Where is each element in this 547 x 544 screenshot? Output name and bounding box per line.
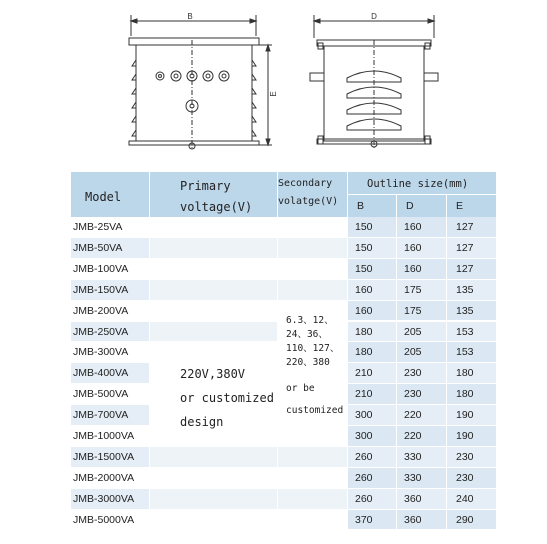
b-cell: 180 [355,346,373,359]
table-header [71,172,496,217]
d-cell: 360 [404,513,422,526]
header-outline-size: Outline size(mm) [367,178,469,190]
secondary-voltage-line-4: 220、380 [286,357,330,368]
model-cell: JMB-100VA [73,262,129,275]
b-cell: 210 [355,388,373,401]
primary-voltage-line-2: or customized [180,391,274,405]
header-primary-voltage: Primary voltage(V) [180,179,253,214]
header-b: B [357,200,365,212]
model-cell: JMB-700VA [73,409,129,422]
d-cell: 330 [404,471,422,484]
e-cell: 180 [456,367,474,380]
d-cell: 175 [404,283,422,296]
model-cell: JMB-2000VA [73,471,135,484]
dimension-label-b: B [187,12,193,21]
model-cell: JMB-1000VA [73,430,135,442]
e-cell: 135 [456,304,474,317]
model-cell: JMB-5000VA [73,513,135,526]
b-cell: 150 [355,262,373,275]
b-cell: 160 [355,304,373,317]
e-cell: 190 [456,409,474,422]
table-row [71,510,496,531]
e-cell: 290 [456,513,474,526]
header-d: D [406,200,414,212]
b-cell: 150 [355,221,373,233]
model-cell: JMB-200VA [73,304,129,317]
e-cell: 127 [456,221,474,233]
b-cell: 150 [355,241,373,254]
secondary-voltage-cell [278,312,347,426]
model-cell: JMB-150VA [73,283,129,296]
secondary-voltage-line-1: 6.3、12、 [286,315,334,326]
model-cell: JMB-250VA [73,325,129,338]
e-cell: 190 [456,430,474,442]
b-cell: 260 [355,450,373,463]
dimension-label-e: E [269,91,278,97]
table-row [71,489,496,510]
side-view-drawing [310,15,438,150]
d-cell: 230 [404,367,422,380]
model-cell: JMB-1500VA [73,450,135,463]
d-cell: 160 [404,221,422,233]
header-e: E [456,200,464,212]
model-cell: JMB-25VA [73,221,123,233]
d-cell: 220 [404,430,422,442]
secondary-voltage-line-2: 24、36、 [286,329,328,340]
d-cell: 230 [404,388,422,401]
e-cell: 153 [456,325,474,338]
model-cell: JMB-300VA [73,346,129,359]
b-cell: 210 [355,367,373,380]
e-cell: 230 [456,471,474,484]
b-cell: 300 [355,430,373,442]
e-cell: 230 [456,450,474,463]
e-cell: 135 [456,283,474,296]
e-cell: 153 [456,346,474,359]
table-row [71,426,496,447]
b-cell: 180 [355,325,373,338]
d-cell: 220 [404,409,422,422]
e-cell: 127 [456,262,474,275]
b-cell: 370 [355,513,373,526]
d-cell: 160 [404,262,422,275]
d-cell: 360 [404,492,422,505]
table-row [71,447,496,468]
b-cell: 260 [355,492,373,505]
table-row [71,238,496,259]
dimension-label-d: D [371,12,377,21]
e-cell: 180 [456,388,474,401]
d-cell: 330 [404,450,422,463]
secondary-voltage-line-3: 110、127、 [286,343,340,354]
model-cell: JMB-500VA [73,388,129,401]
table-row [71,259,496,280]
primary-voltage-line-1: 220V,380V [180,367,246,381]
primary-voltage-line-3: design [180,415,224,429]
d-cell: 160 [404,241,422,254]
table-row [71,280,496,301]
e-cell: 127 [456,241,474,254]
model-cell: JMB-50VA [73,241,123,254]
b-cell: 160 [355,283,373,296]
d-cell: 205 [404,346,422,359]
secondary-voltage-line-5: or be [286,383,315,394]
model-cell: JMB-3000VA [73,492,135,505]
e-cell: 240 [456,492,474,505]
table-row [71,217,496,238]
d-cell: 175 [404,304,422,317]
d-cell: 205 [404,325,422,338]
b-cell: 300 [355,409,373,422]
dimension-drawings [0,0,547,165]
front-view-drawing [129,15,272,150]
header-model: Model [85,190,122,204]
header-outline-divider [347,194,496,195]
primary-voltage-cell [150,362,277,432]
b-cell: 260 [355,471,373,484]
header-secondary-voltage: Secondary volatge(V) [278,178,339,207]
model-cell: JMB-400VA [73,367,129,380]
table-row [71,468,496,489]
secondary-voltage-line-6: customized [286,405,344,416]
